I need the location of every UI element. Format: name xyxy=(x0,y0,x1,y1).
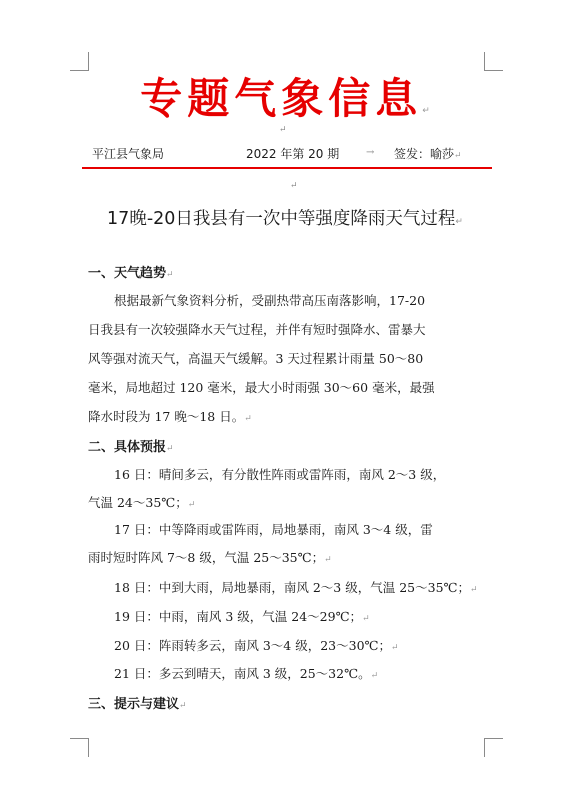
forecast-line: 雨时短时阵风 7～8 级，气温 25～35℃；↵ xyxy=(88,550,332,565)
tab-arrow-icon: → xyxy=(366,147,375,158)
forecast-line: 19 日：中雨，南风 3 级，气温 24～29℃；↵ xyxy=(114,609,370,624)
section-heading: 二、具体预报↵ xyxy=(88,440,174,455)
paragraph-mark-icon: ↵ xyxy=(179,701,187,711)
paragraph-mark-icon: ↵ xyxy=(370,671,379,681)
signer-text: 签发：喻莎 xyxy=(394,147,455,161)
paragraph-mark-icon: ↵ xyxy=(454,151,462,161)
paragraph-mark-icon: ↵ xyxy=(187,500,196,510)
paragraph-mark-icon: ↵ xyxy=(279,125,287,135)
paragraph-mark-icon: ↵ xyxy=(455,217,463,227)
paragraph-line: 降水时段为 17 晚～18 日。↵ xyxy=(88,409,252,424)
paragraph-line: 风等强对流天气，高温天气缓解。3 天过程累计雨量 50～80 xyxy=(88,351,424,366)
paragraph-mark-icon: ↵ xyxy=(244,414,252,424)
forecast-line: 18 日：中到大雨，局地暴雨，南风 2～3 级，气温 25～35℃；↵ xyxy=(114,580,478,595)
section-heading: 三、提示与建议↵ xyxy=(88,697,187,712)
forecast-line: 21 日：多云到晴天，南风 3 级，25～32℃。↵ xyxy=(114,666,379,681)
paragraph-mark-icon: ↵ xyxy=(362,614,370,624)
document-title-text: 17晚-20日我县有一次中等强度降雨天气过程 xyxy=(107,209,456,229)
signer xyxy=(394,145,462,162)
forecast-line: 17 日：中等降雨或雷阵雨，局地暴雨，南风 3～4 级，雷 xyxy=(114,522,433,537)
forecast-line: 16 日：晴间多云，有分散性阵雨或雷阵雨，南风 2～3 级， xyxy=(114,467,446,482)
paragraph-mark-icon: ↵ xyxy=(391,643,399,653)
issuing-organization: 平江县气象局 xyxy=(92,147,165,161)
masthead-title xyxy=(0,66,570,126)
masthead-title-text: 专题气象信息 xyxy=(140,74,423,123)
paragraph-mark-icon: ↵ xyxy=(470,585,478,595)
paragraph-mark-icon: ↵ xyxy=(422,106,430,116)
section-heading: 一、天气趋势↵ xyxy=(88,266,174,281)
paragraph-mark-icon: ↵ xyxy=(324,555,332,565)
paragraph-line: 根据最新气象资料分析，受副热带高压南落影响，17-20 xyxy=(114,293,426,308)
forecast-line: 20 日：阵雨转多云，南风 3～4 级，23～30℃；↵ xyxy=(114,638,399,653)
paragraph-line: 日我县有一次较强降水天气过程，并伴有短时强降水、雷暴大 xyxy=(88,322,426,337)
paragraph-mark-icon: ↵ xyxy=(290,181,298,191)
paragraph-line: 毫米，局地超过 120 毫米，最大小时雨强 30～60 毫米，最强 xyxy=(88,380,435,395)
paragraph-mark-icon: ↵ xyxy=(166,270,174,280)
crop-mark-bottom-left xyxy=(70,738,89,757)
paragraph-mark-icon: ↵ xyxy=(166,444,174,454)
document-title xyxy=(0,205,570,230)
header-divider xyxy=(82,167,492,169)
forecast-line: 气温 24～35℃；↵ xyxy=(88,495,196,510)
issue-number: 2022 年第 20 期 xyxy=(246,147,340,161)
crop-mark-bottom-right xyxy=(484,738,503,757)
